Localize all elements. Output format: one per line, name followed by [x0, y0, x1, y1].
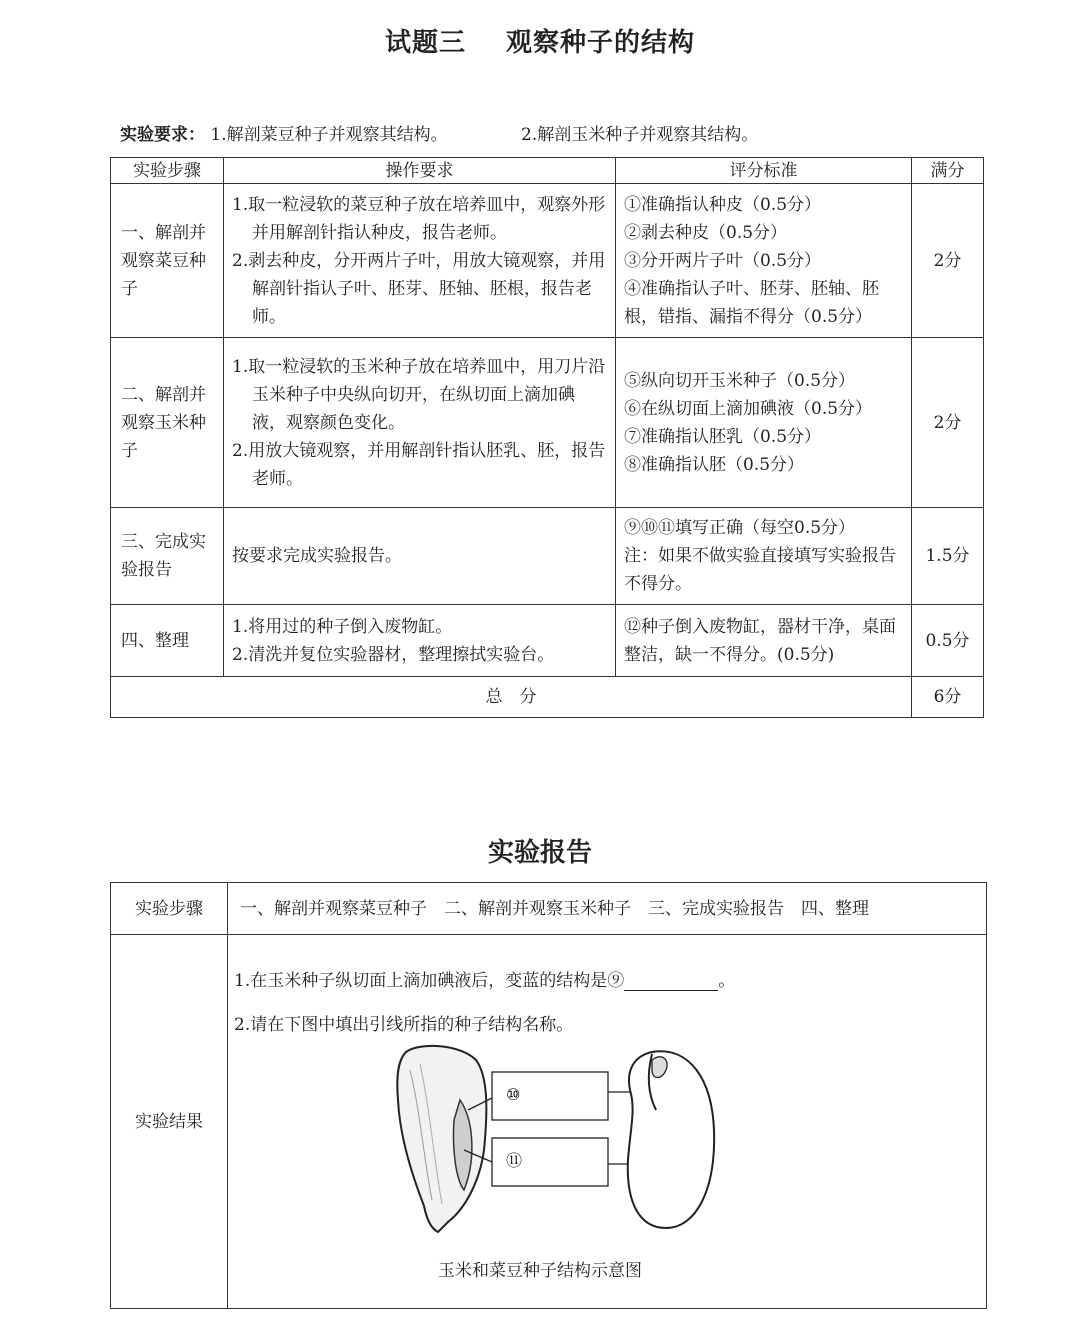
criterion-item: ①准确指认种皮（0.5分）	[624, 194, 822, 215]
report-steps-value: 一、解剖并观察菜豆种子 二、解剖并观察玉米种子 三、完成实验报告 四、整理	[228, 883, 987, 935]
scoring-table	[110, 157, 984, 718]
requirements-label: 实验要求：	[120, 125, 205, 145]
table-row	[111, 338, 984, 508]
total-row	[111, 677, 984, 718]
op-item: 1.取一粒浸软的玉米种子放在培养皿中，用刀片沿玉米种子中央纵向切开，在纵切面上滴加碘液，观察颜色变化。	[232, 356, 606, 433]
bean-seed-outline	[628, 1051, 714, 1228]
page-title: 试题三 观察种子的结构	[384, 28, 696, 58]
criterion-item: 注：如果不做实验直接填写实验报告不得分。	[624, 546, 896, 594]
op-item: 1.将用过的种子倒入废物缸。	[232, 616, 453, 637]
step-cell: 一、解剖并观察菜豆种子	[111, 184, 224, 338]
criterion-item: ⑧准确指认胚（0.5分）	[624, 454, 805, 475]
report-steps-row	[111, 883, 987, 935]
criterion-item: ⑥在纵切面上滴加碘液（0.5分）	[624, 398, 873, 419]
step-cell: 四、整理	[111, 605, 224, 677]
table-row	[111, 508, 984, 605]
criteria-cell	[616, 338, 912, 508]
ops-cell: 按要求完成实验报告。	[224, 508, 616, 605]
step-cell: 三、完成实验报告	[111, 508, 224, 605]
criteria-cell	[616, 184, 912, 338]
criteria-cell: ⑫种子倒入废物缸，器材干净，桌面整洁，缺一不得分。(0.5分)	[616, 605, 912, 677]
op-item: 2.剥去种皮，分开两片子叶，用放大镜观察，并用解剖针指认子叶、胚芽、胚轴、胚根，报告老师。	[232, 250, 606, 327]
step-cell: 二、解剖并观察玉米种子	[111, 338, 224, 508]
criterion-item: ④准确指认子叶、胚芽、胚轴、胚根，错指、漏指不得分（0.5分）	[624, 278, 879, 327]
report-result-label: 实验结果	[111, 935, 228, 1309]
header-criteria: 评分标准	[616, 158, 912, 184]
table-row	[111, 605, 984, 677]
header-step: 实验步骤	[111, 158, 224, 184]
ops-cell	[224, 338, 616, 508]
diagram-caption: 玉米和菜豆种子结构示意图	[438, 1261, 642, 1281]
question-2: 2.请在下图中填出引线所指的种子结构名称。	[234, 1015, 574, 1035]
requirement-1: 1.解剖菜豆种子并观察其结构。	[210, 125, 448, 145]
criterion-item: ⑨⑩⑪填写正确（每空0.5分）	[624, 518, 856, 538]
criterion-item: ②剥去种皮（0.5分）	[624, 222, 788, 243]
label-box-11-text: ⑪	[506, 1151, 523, 1170]
seed-structure-diagram	[390, 1040, 720, 1240]
op-item: 1.取一粒浸软的菜豆种子放在培养皿中，观察外形并用解剖针指认种皮，报告老师。	[232, 194, 606, 243]
experiment-requirements	[120, 120, 758, 145]
score-cell: 1.5分	[912, 508, 984, 605]
criterion-item: ⑦准确指认胚乳（0.5分）	[624, 426, 822, 447]
score-cell: 2分	[912, 184, 984, 338]
question-1-end: 。	[718, 971, 736, 991]
total-score: 6分	[912, 677, 984, 718]
score-cell: 2分	[912, 338, 984, 508]
score-cell: 0.5分	[912, 605, 984, 677]
total-label: 总 分	[111, 677, 912, 718]
criterion-item: ③分开两片子叶（0.5分）	[624, 250, 822, 271]
criterion-item: ⑤纵向切开玉米种子（0.5分）	[624, 370, 856, 391]
question-1	[234, 966, 735, 991]
question-1-text: 1.在玉米种子纵切面上滴加碘液后，变蓝的结构是⑨	[234, 971, 625, 991]
table-header-row	[111, 158, 984, 184]
op-item: 2.用放大镜观察，并用解剖针指认胚乳、胚，报告老师。	[232, 440, 606, 489]
requirement-2: 2.解剖玉米种子并观察其结构。	[521, 125, 759, 145]
report-title: 实验报告	[487, 838, 592, 868]
report-steps-label: 实验步骤	[111, 883, 228, 935]
criteria-cell	[616, 508, 912, 605]
ops-cell	[224, 184, 616, 338]
op-item: 2.清洗并复位实验器材，整理擦拭实验台。	[232, 644, 555, 665]
label-box-10-text: ⑩	[506, 1085, 521, 1104]
table-row	[111, 184, 984, 338]
header-ops: 操作要求	[224, 158, 616, 184]
ops-cell	[224, 605, 616, 677]
answer-blank-9[interactable]	[624, 970, 718, 991]
header-score: 满分	[912, 158, 984, 184]
